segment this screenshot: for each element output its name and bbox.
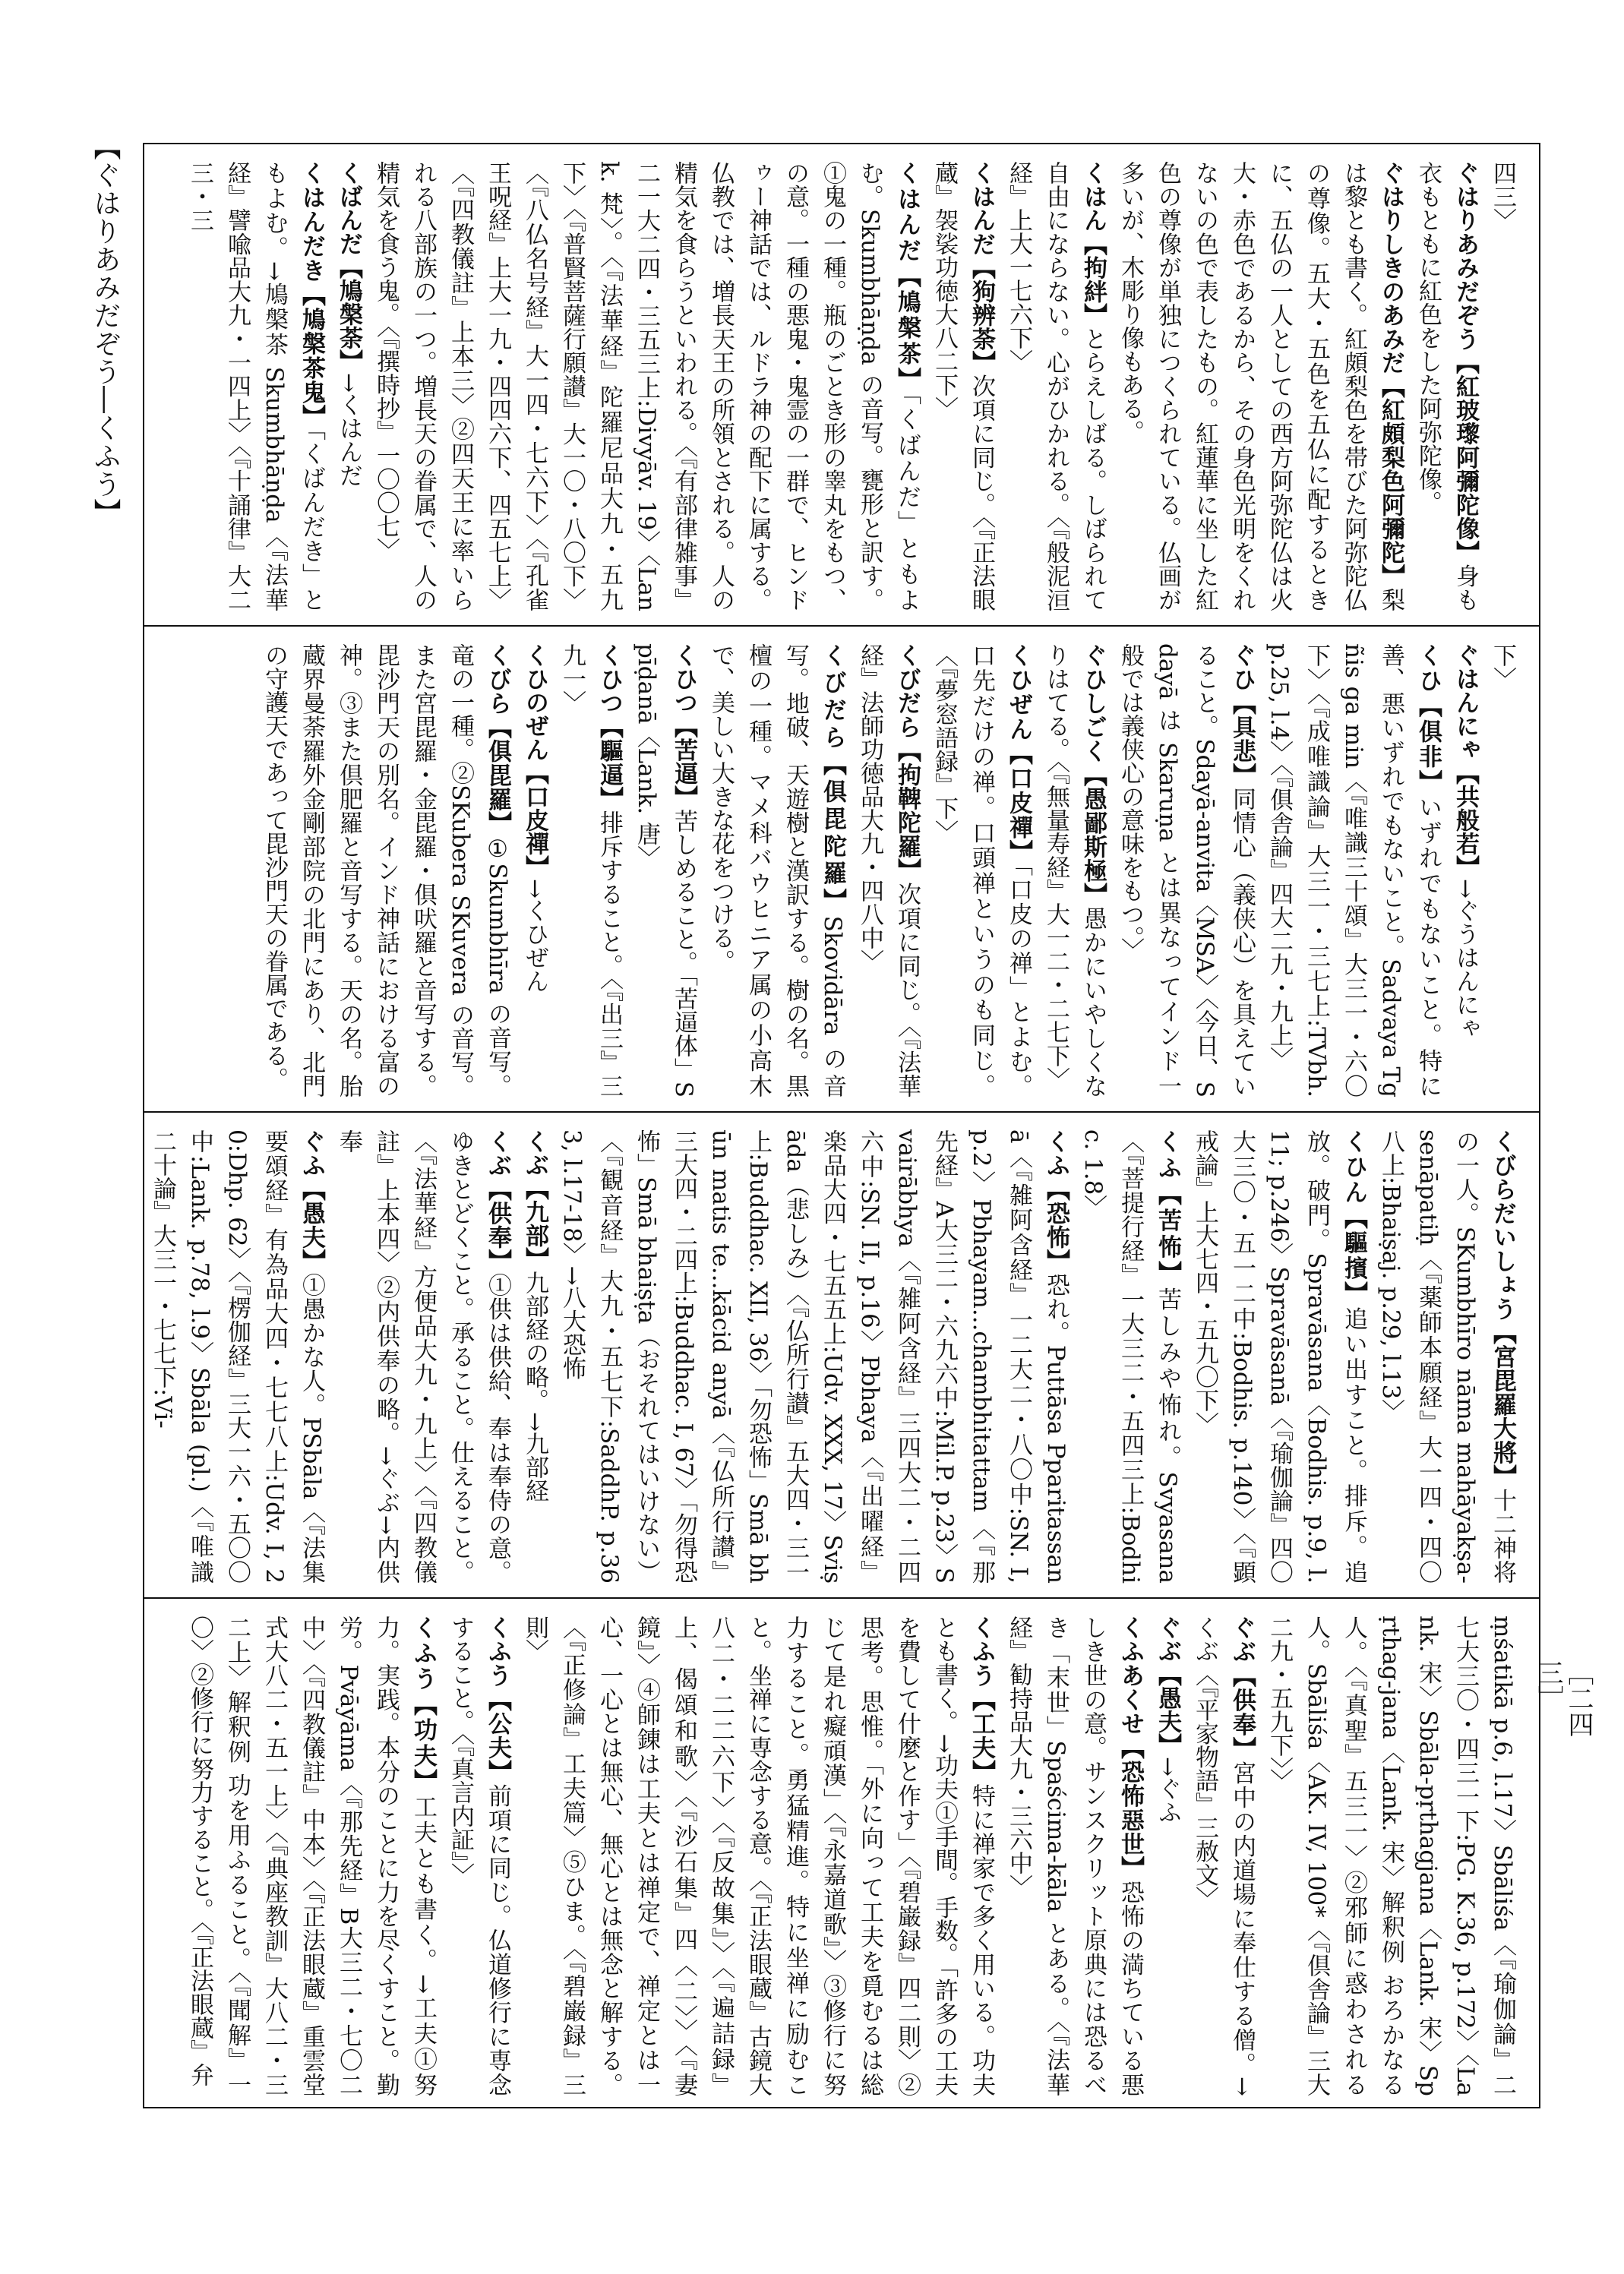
dictionary-entry	[633, 643, 697, 1098]
dictionary-entry	[856, 643, 921, 1098]
entry-headword: くびら【俱毘羅】	[484, 643, 511, 835]
entry-headword: くびらだいしょう【宮毘羅大將】	[1489, 1129, 1516, 1489]
entry-headword: くひつ【驅逼】	[596, 643, 623, 811]
entry-headword: ぐひしごく【愚鄙斯極】	[1079, 643, 1107, 907]
dictionary-entry	[1489, 161, 1516, 232]
entry-definition: 恐怖の満ちている悪しき世の意。サンスクリット原典には恐るべき「末世」Spaścima-kāla とある。〈『法華経』勧持品大九・三六中〉	[1005, 1615, 1144, 2097]
entry-definition: 梨は黎とも書く。紅頗梨色を帯びた阿弥陀仏の尊像。五大・五色を五仏に配するときに、五仏の一人としての西方阿弥陀仏は火大・赤色であるから、その身色光明をくれないの色で表したもの。紅蓮華に坐した紅色の尊像が単独につくられている。仏画が多いが、木彫り像もある。	[1117, 161, 1404, 611]
entry-definition: →くひぜん	[521, 879, 548, 993]
dictionary-entry	[1154, 1615, 1181, 1824]
text-tier-3	[144, 1113, 1539, 1599]
entry-headword: くふう【功夫】	[409, 1615, 437, 1796]
dictionary-entry	[558, 1129, 1070, 1584]
entry-definition: 十二神将の一人。SKumbhīro nāma mahāyakṣa-senāpatiḥ〈『薬師本願経』大一四・四〇八上:Bhaiṣaj. p.29, l.13〉	[1377, 1129, 1516, 1584]
entry-definition: 同情心（義侠心）を具えていること。Sdayā-anvita〈MSA〉〈今日、Sdayā は Skaruṇa とは異なってインド一般では義侠心の意味をもつ。〉	[1117, 643, 1256, 1098]
dictionary-entry	[261, 643, 511, 1098]
dictionary-entry	[1117, 643, 1256, 1098]
entry-definition: 恐れ。Puttāsa Pparitassanā〈『雑阿含経』一二大二・八〇中:SN. I, p.2〉Pbhayam...chambhitattam〈『那先経』A大三二・六九六中:Mil.P. p.23〉Svairābhya〈『雑阿含経』三四大二・二四六中:SN. II, p.16〉Pbhaya〈『出曜経』楽品大四・七五五上:Udv. XXX, 17〉Sviṣāda（悲しみ）〈『仏所行讃』五大四・三一上:Buddhac. XII, 36〉「勿恐怖」Smā bhūn matis te...kācid anyā〈『仏所行讃』三大四・二四上:Buddhac. I, 67〉「勿得恐怖」Smā bhaiṣṭa（おそれてはいけない）〈『観音経』大九・五七下:SaddhP. p.363, l.17-18〉→八大恐怖	[558, 1129, 1070, 1584]
entry-headword: くばんだ【鳩槃荼】	[335, 161, 362, 373]
dictionary-entry	[372, 161, 921, 611]
entry-headword: くふ【恐怖】	[1042, 1129, 1070, 1274]
dictionary-entry	[149, 1129, 325, 1584]
entry-definition: ṃśatikā p.6, l.17〉Sbāliśa〈『瑜伽論』二七大三〇・四三一下:PG. K.36, p.172〉〈Lank. 宋〉Sbāla-pṛthagjana〈Lank. 宋〉Spṛthag-jana〈Lank. 宋〉解釈例 おろかなる人。〈『真聖』五三一〉②邪師に惑わされる人。Sbāliśa〈AK. IV, 100*〈『倶舎論』三大二九・五九下〉〉	[1265, 1615, 1516, 2096]
entry-definition: 「口皮の禅」とよむ。口先だけの禅。口頭禅というのも同じ。〈『夢窓語録』下〉	[930, 643, 1032, 1098]
entry-definition: 「くばんだ」ともよむ。Skumbhāṇḍa の音写。甕形と訳す。①鬼の一種。瓶のごとき形の睾丸をもつ、の意。一種の悪鬼・鬼霊の一群で、ヒンドゥー神話では、ルドラ神の配下に属する。仏教では、増長天王の所領とされる。人の精気を食らうといわれる。〈『有部律雑事』二一大二四・三五三上:Divyāv. 19〉〈Lank. 梵〉。〈『法華経』陀羅尼品大九・五九下〉〈『普賢菩薩行願讃』大一〇・八〇下〉〈『八仏名号経』大一四・七六下〉〈『孔雀王呪経』上大一九・四四六下、四五七上〉〈『四教儀註』上本三〉②四天王に率いられる八部族の一つ。増長天の眷属で、人の精気を食う鬼。〈『撰時抄』一〇〇七〉	[372, 161, 921, 612]
text-column	[149, 1129, 1521, 1584]
text-tier-1	[144, 144, 1539, 627]
entry-headword: くひ【俱非】	[1414, 643, 1442, 796]
entry-definition: 九部経の略。→九部経	[521, 1271, 548, 1502]
entry-headword: くはんだ【狗辨荼】	[968, 161, 995, 374]
entry-definition: →ぐうはんにゃ	[1452, 879, 1479, 1040]
entry-headword: くひぜん【口皮禪】	[1005, 643, 1032, 865]
dictionary-entry	[1377, 1129, 1516, 1584]
entry-headword: くふ【苦怖】	[1154, 1129, 1181, 1287]
entry-headword: くはんだき【鳩槃茶鬼】	[298, 161, 325, 429]
entry-definition: 次項に同じ。〈『正法眼蔵』袈裟功徳大八二下〉	[930, 161, 995, 612]
entry-definition: 前項に同じ。仏道修行に専念すること。〈『真言内証』〉	[447, 1615, 511, 2097]
entry-definition: 排斥すること。〈『出三』三九一〉	[558, 643, 623, 1098]
entry-definition: ①愚かな人。PSbāla〈『法集要頌経』有為品大四・七七八上:Udv. I, 20:Dhp. 62〉〈『楞伽経』三大一六・五〇〇中:Lank. p.78, l.9〉Sbāla (pl.)〈『唯識二十論』大三一・七七下:Vi-	[149, 1129, 325, 1584]
text-tier-2	[144, 627, 1539, 1113]
page-number: ［二四三］	[1533, 1660, 1594, 1737]
entry-definition: 苦しめること。「苦逼体」Spīḍanā〈Lank. 唐〉	[633, 643, 697, 1098]
entry-headword: くぶ【供奉】	[484, 1129, 511, 1273]
entry-headword: くびだら【俱毘陀羅】	[819, 643, 846, 916]
text-column	[158, 161, 1521, 611]
dictionary-entry	[1005, 1615, 1144, 2096]
entry-definition: ①供は供給、奉は奉侍の意。ゆきとどくこと。承ること。仕えること。〈『法華経』方便品大九・九上〉〈『四教儀註』上本四〉②内供奉の略。→ぐぶ→内供奉	[335, 1129, 511, 1584]
dictionary-entry	[447, 1615, 511, 2096]
entry-headword: くひつ【苦逼】	[670, 643, 697, 810]
dictionary-entry	[1005, 161, 1107, 611]
entry-headword: くひん【驅擯】	[1340, 1129, 1367, 1307]
entry-headword: くぶ【九部】	[521, 1129, 548, 1271]
entry-headword: くふあくせ【恐怖惡世】	[1117, 1615, 1144, 1881]
text-tier-4	[144, 1599, 1539, 2110]
dictionary-entry	[1265, 643, 1442, 1098]
entry-headword: くびだら【拘鞞陀羅】	[893, 643, 921, 883]
entry-definition: 次項に同じ。〈『法華経』法師功徳品大九・四八中〉	[856, 643, 921, 1098]
entry-definition: ①Skumbhīra の音写。竜の一種。②SKubera SKuvera の音写。また宮毘羅・金毘羅・俱吠羅と音写する。毘沙門天の別名。インド神話における富の神。③また倶肥羅と音写する。天の名。胎蔵界曼荼羅外金剛部院の北門にあり、北門の守護天であって毘沙門天の眷属である。	[261, 643, 511, 1098]
entry-definition: 四三〉	[1489, 161, 1516, 232]
dictionary-entry	[1191, 1615, 1256, 2096]
entry-headword: くひのぜん【口皮禪】	[521, 643, 548, 879]
entry-definition: →くはんだ	[335, 373, 362, 487]
dictionary-entry	[521, 643, 548, 993]
dictionary-entry	[335, 161, 362, 487]
entry-headword: くはん【拘絆】	[1079, 161, 1107, 327]
dictionary-entry	[521, 1615, 995, 2096]
entry-headword: くはんだ【鳩槃茶】	[893, 161, 921, 393]
text-column	[158, 643, 1521, 1098]
entry-definition: 追い出すこと。排斥。追放。破門。Spravāsana〈Bodhis. p.9, l.11; p.246〉Spravāsanā〈『瑜伽論』四〇大三〇・五一二中:Bodhis. p.140〉〈『顕戒論』上大七四・五九〇下〉	[1191, 1129, 1367, 1584]
dictionary-entry	[186, 161, 325, 611]
entry-headword: ぐぶ【愚夫】	[1154, 1615, 1181, 1757]
entry-definition: Skovidāra の音写。地破、天遊樹と漢訳する。樹の名。黒檀の一種。マメ科バウヒニア属の小高木で、美しい大きな花をつける。	[707, 643, 846, 1098]
dictionary-entry	[1042, 643, 1107, 1098]
entry-headword: ぐひ【具悲】	[1228, 643, 1256, 787]
dictionary-entry	[1265, 1615, 1516, 2096]
dictionary-entry	[335, 1129, 511, 1584]
entry-headword: くふう【公夫】	[484, 1615, 511, 1784]
entry-headword: ぐはんにゃ【共般若】	[1452, 643, 1479, 879]
entry-definition: 愚かにいやしくなりはてる。〈『無量寿経』大一二・二七下〉	[1042, 643, 1107, 1098]
entry-headword: くふう【工夫】	[968, 1615, 995, 1784]
dictionary-entry	[186, 1615, 437, 2096]
entry-definition: 宮中の内道場に奉仕する僧。→くぶ〈『平家物語』三赦文〉	[1191, 1615, 1256, 2097]
entry-definition: 特に禅家で多く用いる。功夫とも書く。→功夫①手間。手数。「許多の工夫を費して什麼と作す」〈『碧巌録』四二則〉②思考。思惟。「外に向って工夫を覓むるは総じて是れ癡頑漢」〈『永嘉道歌』〉③修行に努力すること。勇猛精進。特に坐禅に励むこと。坐禅に専念する意。〈『正法眼蔵』古鏡大八二・二二六下〉〈『反故集』〉〈『遍詰録』上、偈頌和歌〉〈『沙石集』四〈二〉〉〈『妻鏡』〉④師錬は工夫とは禅定で、禅定とは一心、一心とは無心、無心とは無念と解する。〈『正修論』工夫篇〉⑤ひま。〈『碧巌録』三則〉	[521, 1615, 995, 2097]
dictionary-entry	[1414, 161, 1479, 611]
entry-headword: ぐふ【愚夫】	[298, 1129, 325, 1274]
entry-headword: ぐはりあみだぞう【紅玻瓈阿彌陀像】	[1452, 161, 1479, 564]
entry-definition: 「くばんだき」ともよむ。→鳩槃茶 Skumbhāṇḍa〈『法華経』譬喩品大九・一四上〉〈『十誦律』大二三・三	[186, 161, 325, 612]
entry-definition: 苦しみや怖れ。Svyasana〈『菩提行経』一大三二・五四三上:Bodhic. 1.8〉	[1079, 1129, 1181, 1584]
dictionary-entry	[930, 161, 995, 611]
entry-headword: ぐはりしきのあみだ【紅頗梨色阿彌陀】	[1377, 161, 1404, 588]
page-frame	[143, 143, 1540, 2108]
dictionary-entry	[1452, 643, 1479, 1040]
entry-definition: →ぐふ	[1154, 1757, 1181, 1824]
entry-definition: 身も衣もともに紅色をした阿弥陀像。	[1414, 161, 1479, 612]
dictionary-entry	[1117, 161, 1404, 611]
dictionary-entry	[1191, 1129, 1367, 1584]
running-head: 【ぐはりあみだぞう―くふう】	[90, 133, 121, 526]
entry-definition: 工夫とも書く。→工夫①努力。実践。本分のことに力を尽くすこと。勤労。Pvāyāma〈『那先経』B大三二・七〇二中〉〈『四教儀註』中本〉〈『正法眼蔵』重雲堂式大八二・五一上〉〈『典座教訓』大八二・三二上〉解釈例 功を用ふること。〈『聞解』一〇〉②修行に努力すること。〈『正法眼蔵』弁	[186, 1615, 437, 2096]
dictionary-entry	[1489, 643, 1516, 690]
entry-definition: 下〉	[1489, 643, 1516, 690]
entry-headword: ぐぶ【供奉】	[1228, 1615, 1256, 1761]
dictionary-entry	[558, 643, 623, 1098]
dictionary-entry	[930, 643, 1032, 1098]
dictionary-entry	[521, 1129, 548, 1502]
entry-definition: とらえしばる。しばられて自由にならない。心がひかれる。〈『般泥洹経』上大一七六下〉	[1005, 161, 1107, 612]
dictionary-entry	[707, 643, 846, 1098]
dictionary-entry	[1079, 1129, 1181, 1584]
text-column	[158, 1615, 1521, 2096]
entry-definition: いずれでもないこと。特に善、悪いずれでもないこと。Sadvaya Tgñis ga min〈『唯識三十頌』大三一・六〇下〉〈『成唯識論』大三一・三七上:TVbh. p.25, l.4〉〈『俱舎論』四大二九・九上〉	[1265, 643, 1442, 1098]
